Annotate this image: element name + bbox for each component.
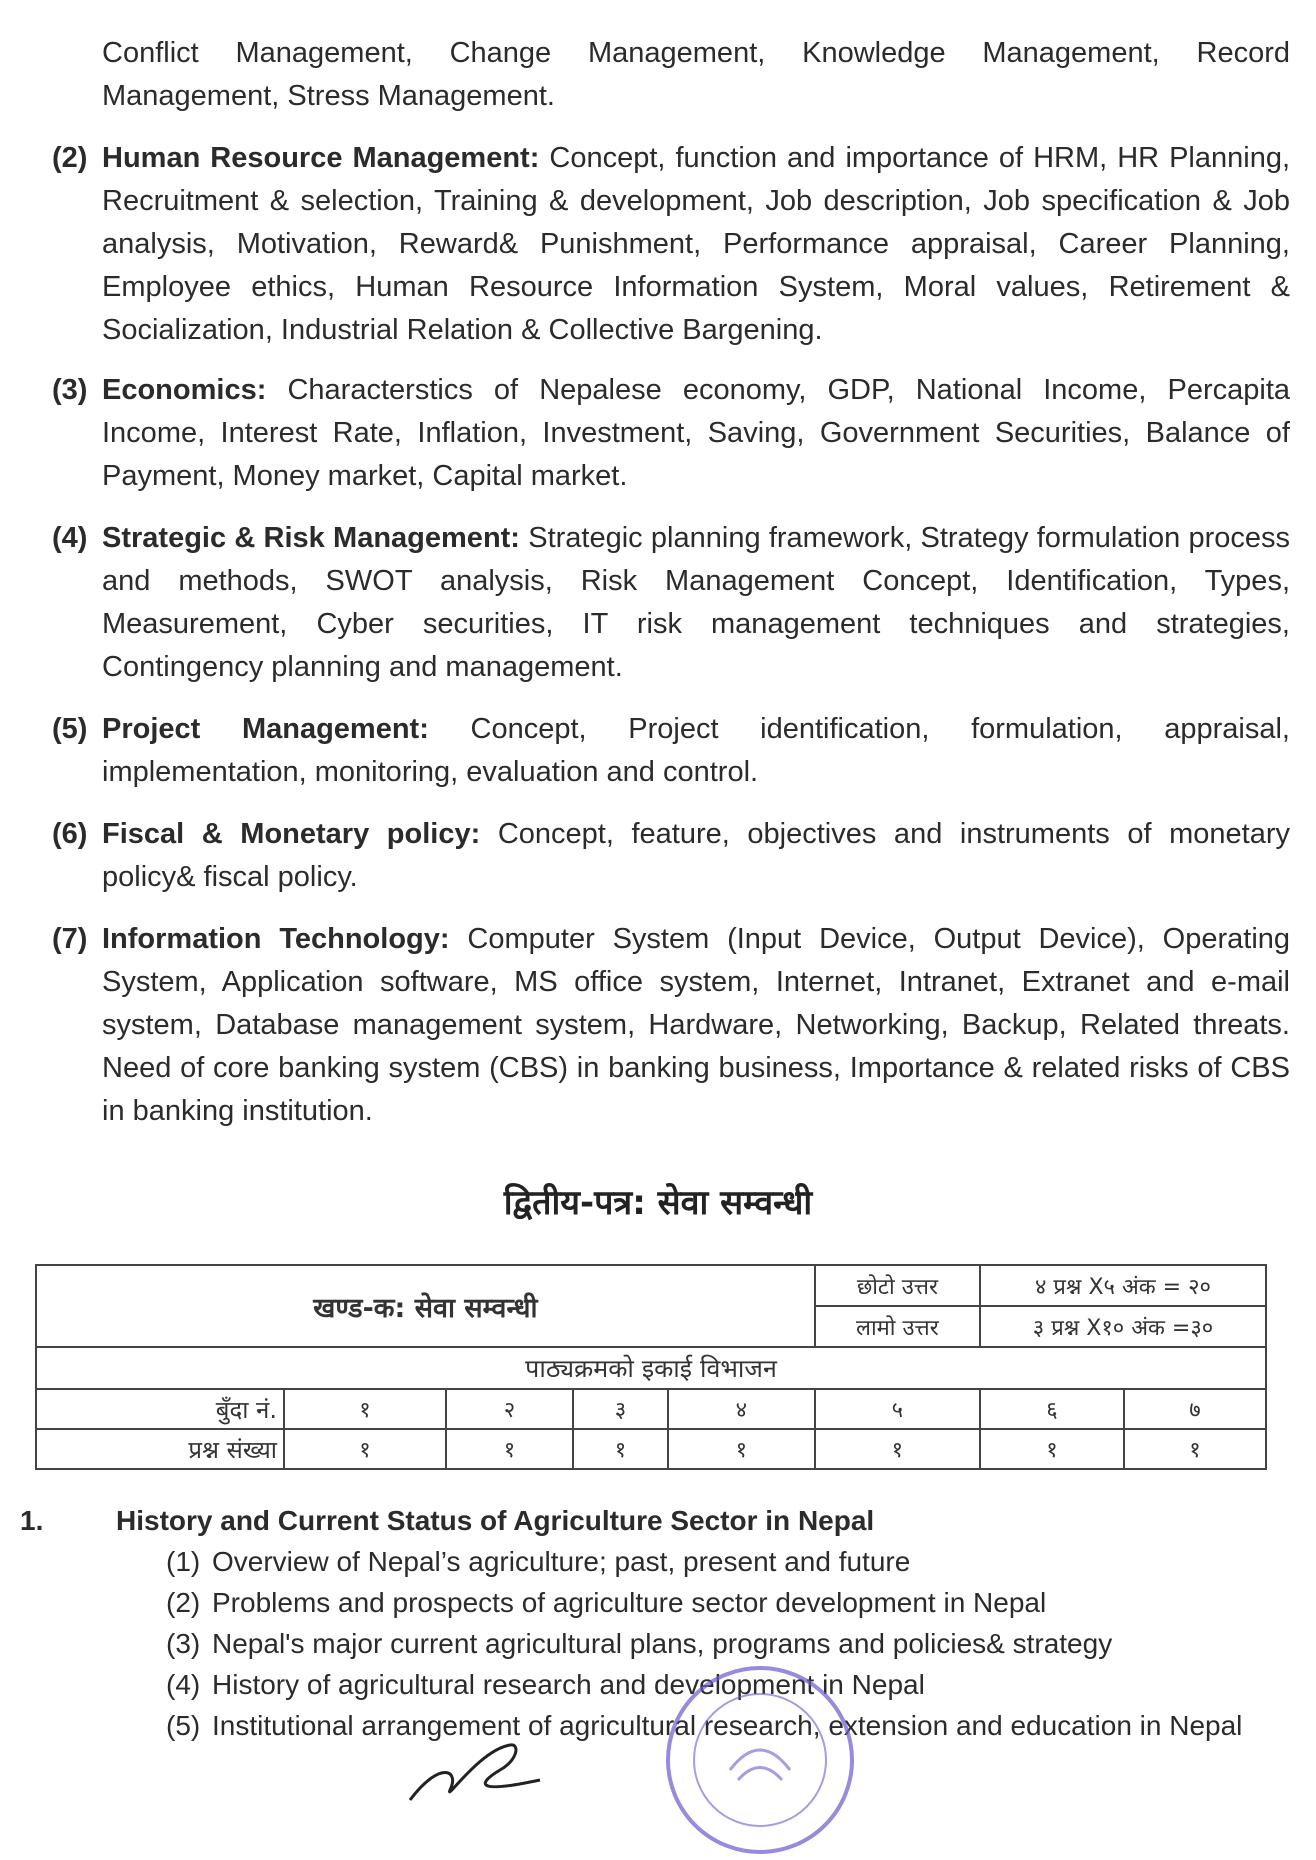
- topic-title: Information Technology:: [102, 923, 450, 955]
- marks-table: [35, 1264, 1267, 1470]
- list-item-number: (5): [166, 1710, 201, 1741]
- table-cell: ७: [1124, 1389, 1266, 1429]
- topic-number: (2): [52, 142, 88, 174]
- table-cell: १: [284, 1389, 446, 1429]
- topic-number: (3): [52, 374, 88, 406]
- table-caption: पाठ्यक्रमको इकाई विभाजन: [36, 1347, 1266, 1389]
- topic-text: Strategic planning framework, Strategy formulation process and methods, SWOT analysis, Risk Management Concept, Identification, Types, Measurement, Cyber securities, IT risk management techniques and strategies, Contingency planning and management.: [102, 522, 1291, 683]
- topic-number: (6): [52, 818, 88, 850]
- topic-title: Human Resource Management:: [102, 142, 540, 174]
- topic-text: Characterstics of Nepalese economy, GDP, National Income, Percapita Income, Interest Rate, Inflation, Investment, Saving, Government Securities, Balance of Payment, Money market, Capital market.: [102, 374, 1291, 492]
- table-cell: १: [284, 1429, 446, 1469]
- topic-number: (7): [52, 923, 88, 955]
- table-cell: १: [1124, 1429, 1266, 1469]
- topic-item: [52, 918, 1290, 1133]
- topic-item: [52, 517, 1290, 689]
- topic-item: [52, 813, 1290, 899]
- topic-title: Fiscal & Monetary policy:: [102, 818, 481, 850]
- row-label-bunda: बुँदा नं.: [36, 1389, 284, 1429]
- section-heading: History and Current Status of Agriculture Sector in Nepal: [116, 1505, 875, 1536]
- table-cell: १: [980, 1429, 1124, 1469]
- list-item-number: (1): [166, 1546, 201, 1577]
- list-item-text: History of agricultural research and development in Nepal: [212, 1669, 925, 1700]
- section-number: 1.: [20, 1505, 44, 1536]
- khanda-heading: खण्ड-क: सेवा सम्वन्धी: [36, 1265, 815, 1347]
- topic-item: [52, 369, 1290, 498]
- intro-continuation: Conflict Management, Change Management, Knowledge Management, Record Management, Stress Management.: [102, 37, 1290, 112]
- list-item: [166, 1582, 1290, 1623]
- topic-text: Computer System (Input Device, Output Device), Operating System, Application software, MS office system, Internet, Intranet, Extranet and e-mail system, Database management system, Hardware, Networking, Backup, Related threats. Need of core banking system (CBS) in banking business, Importance & related risks of CBS in banking institution.: [102, 923, 1291, 1127]
- signature-icon: [400, 1740, 550, 1804]
- list-item-text: Problems and prospects of agriculture sector development in Nepal: [212, 1587, 1047, 1618]
- table-cell: ६: [980, 1389, 1124, 1429]
- topic-item: [52, 708, 1290, 794]
- topic-number: (5): [52, 713, 88, 745]
- table-cell: १: [573, 1429, 668, 1469]
- table-cell: १: [446, 1429, 573, 1469]
- topic-title: Project Management:: [102, 713, 429, 745]
- list-item-number: (2): [166, 1587, 201, 1618]
- topic-title: Economics:: [102, 374, 267, 406]
- table-cell: ४: [668, 1389, 815, 1429]
- table-cell: ३: [573, 1389, 668, 1429]
- topic-text: Concept, function and importance of HRM, HR Planning, Recruitment & selection, Training & development, Job description, Job specification & Job analysis, Motivation, Reward& Punishment, Performance appraisal, Career Planning, Employee ethics, Human Resource Information System, Moral values, Retirement & Socialization, Industrial Relation & Collective Bargening.: [102, 142, 1291, 346]
- table-cell: १: [668, 1429, 815, 1469]
- topic-text: Concept, Project identification, formulation, appraisal, implementation, monitoring, evaluation and control.: [102, 713, 1290, 788]
- topic-number: (4): [52, 522, 88, 554]
- list-item-number: (4): [166, 1669, 201, 1700]
- long-answer-label: लामो उत्तर: [815, 1306, 980, 1347]
- row-label-prashna: प्रश्न संख्या: [36, 1429, 284, 1469]
- list-item-number: (3): [166, 1628, 201, 1659]
- topic-title: Strategic & Risk Management:: [102, 522, 520, 554]
- list-item: [166, 1541, 1290, 1582]
- list-item-text: Overview of Nepal’s agriculture; past, present and future: [212, 1546, 911, 1577]
- table-cell: २: [446, 1389, 573, 1429]
- long-answer-value: ३ प्रश्न X१० अंक =३०: [980, 1306, 1266, 1347]
- list-item-text: Institutional arrangement of agricultural research, extension and education in Nepal: [212, 1710, 1243, 1741]
- short-answer-value: ४ प्रश्न X५ अंक = २०: [980, 1265, 1266, 1306]
- table-cell: १: [815, 1429, 980, 1469]
- list-item: [166, 1623, 1290, 1664]
- table-cell: ५: [815, 1389, 980, 1429]
- list-item-text: Nepal's major current agricultural plans, programs and policies& strategy: [212, 1628, 1113, 1659]
- topic-text: Concept, feature, objectives and instruments of monetary policy& fiscal policy.: [102, 818, 1291, 893]
- bank-stamp-icon: [660, 1660, 860, 1860]
- section-title: द्वितीय-पत्र: सेवा सम्वन्धी: [503, 1183, 813, 1223]
- topic-item: [52, 137, 1290, 352]
- short-answer-label: छोटो उत्तर: [815, 1265, 980, 1306]
